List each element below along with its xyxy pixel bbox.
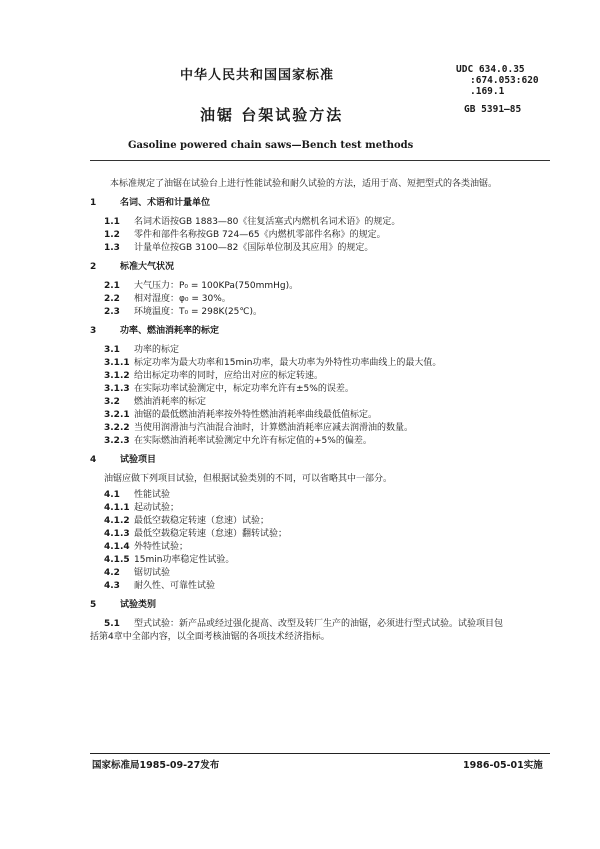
clause-3-1-2: 3.1.2 给出标定功率的同时，应给出对应的标定转速。 [104, 371, 324, 381]
section-4-heading: 4 试验项目 [90, 455, 157, 465]
clause-4-2: 4.2 锯切试验 [104, 568, 171, 578]
clause-1-2: 1.2 零件和部件名称按GB 724—65《内燃机零部件名称》的规定。 [104, 230, 386, 240]
clause-3-2-2: 3.2.2 当使用润滑油与汽油混合油时，计算燃油消耗率应减去润滑油的数量。 [104, 423, 414, 433]
clause-1-3: 1.3 计量单位按GB 3100—82《国际单位制及其应用》的规定。 [104, 243, 374, 253]
clause-3-1-3: 3.1.3 在实际功率试验测定中，标定功率允许有±5%的误差。 [104, 384, 354, 394]
clause-4-1-3: 4.1.3 最低空载稳定转速（怠速）翻转试验； [104, 529, 288, 539]
header-rule [90, 160, 550, 161]
clause-1-1: 1.1 名词术语按GB 1883—80《往复活塞式内燃机名词术语》的规定。 [104, 217, 401, 227]
clause-3-1: 3.1 功率的标定 [104, 345, 180, 355]
udc-line-2: :674.053:620 [470, 75, 539, 86]
clause-3-2: 3.2 燃油消耗率的标定 [104, 397, 207, 407]
clause-5-1-continued: 括第4章中全部内容，以全面考核油锯的各项技术经济指标。 [90, 632, 330, 642]
effective-date: 1986-05-01实施 [463, 760, 543, 771]
clause-3-2-3: 3.2.3 在实际燃油消耗率试验测定中允许有标定值的+5%的偏差。 [104, 436, 372, 446]
clause-4-1-4: 4.1.4 外特性试验； [104, 542, 189, 552]
udc-code [456, 64, 539, 97]
clause-4-1: 4.1 性能试验 [104, 490, 171, 500]
issued-date: 国家标准局1985-09-27发布 [92, 760, 220, 771]
intro-paragraph: 本标准规定了油锯在试验台上进行性能试验和耐久试验的方法，适用于高、短把型式的各类油锯。 [110, 179, 498, 189]
section-4-intro: 油锯应做下列项目试验，但根据试验类别的不同，可以省略其中一部分。 [104, 474, 393, 484]
clause-4-1-2: 4.1.2 最低空载稳定转速（怠速）试验； [104, 516, 270, 526]
clause-3-1-1: 3.1.1 标定功率为最大功率和15min功率，最大功率为外特性功率曲线上的最大值。 [104, 358, 442, 368]
standard-name: 中华人民共和国国家标准 [180, 68, 335, 83]
clause-3-2-1: 3.2.1 油锯的最低燃油消耗率按外特性燃油消耗率曲线最低值标定。 [104, 410, 378, 420]
title-english: Gasoline powered chain saws—Bench test methods [128, 140, 414, 151]
clause-2-2: 2.2 相对湿度：φ₀ = 30%。 [104, 294, 231, 304]
clause-2-1: 2.1 大气压力：P₀ = 100KPa(750mmHg)。 [104, 281, 299, 291]
section-3-heading: 3 功率、燃油消耗率的标定 [90, 326, 220, 336]
section-5-heading: 5 试验类别 [90, 600, 157, 610]
document-body [90, 170, 555, 644]
footer-rule [90, 753, 550, 754]
udc-line-3: .169.1 [470, 86, 505, 97]
clause-4-3: 4.3 耐久性、可靠性试验 [104, 581, 216, 591]
clause-2-3: 2.3 环境温度：T₀ = 298K(25℃)。 [104, 307, 263, 317]
clause-4-1-5: 4.1.5 15min功率稳定性试验。 [104, 555, 235, 565]
gb-number: GB 5391—85 [464, 104, 522, 115]
udc-line-1: UDC 634.0.35 [456, 64, 525, 75]
section-2-heading: 2 标准大气状况 [90, 262, 175, 272]
clause-4-1-1: 4.1.1 起动试验； [104, 503, 180, 513]
title-chinese: 油锯 台架试验方法 [200, 106, 344, 124]
section-1-heading: 1 名词、术语和计量单位 [90, 198, 211, 208]
clause-5-1: 5.1 型式试验：新产品或经过强化提高、改型及转厂生产的油锯，必须进行型式试验。试验项目包 [104, 619, 504, 629]
